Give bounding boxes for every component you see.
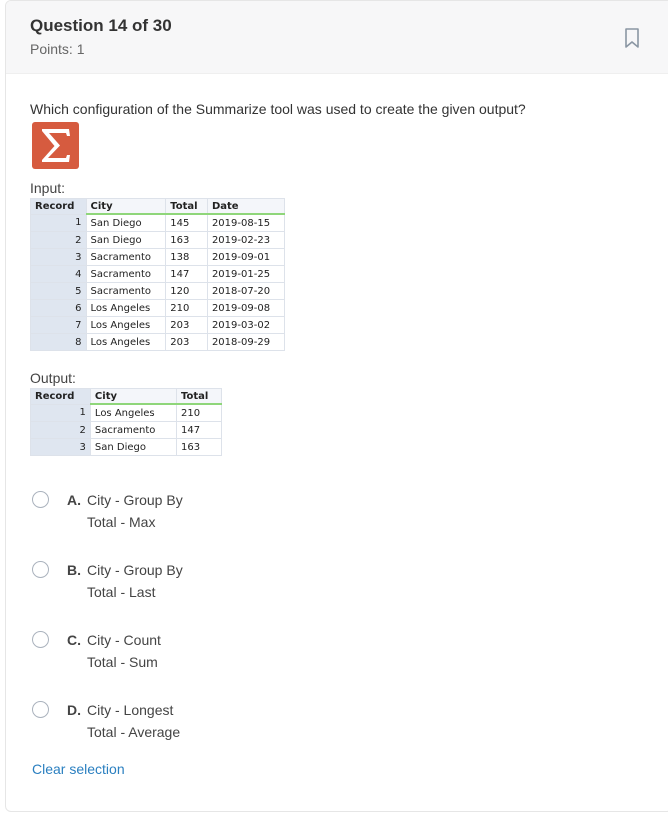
option-a[interactable] bbox=[32, 491, 332, 535]
output-table-cell: 210 bbox=[176, 404, 221, 422]
input-table-row bbox=[31, 266, 285, 283]
output-table-cell: 2 bbox=[31, 422, 91, 439]
input-table-cell: Los Angeles bbox=[86, 334, 166, 351]
question-header bbox=[6, 1, 668, 74]
output-table-row bbox=[31, 404, 222, 422]
input-table-row bbox=[31, 249, 285, 266]
clear-selection-link[interactable]: Clear selection bbox=[32, 761, 125, 777]
input-table-cell: Sacramento bbox=[86, 249, 166, 266]
output-table-cell: 3 bbox=[31, 439, 91, 456]
input-column-header: City bbox=[86, 199, 166, 215]
input-table-row bbox=[31, 214, 285, 232]
question-title: Question 14 of 30 bbox=[30, 16, 172, 35]
question-card bbox=[5, 0, 668, 812]
output-column-header: Total bbox=[176, 389, 221, 405]
input-table-cell: 2019-01-25 bbox=[207, 266, 284, 283]
option-d[interactable] bbox=[32, 701, 332, 745]
option-b[interactable] bbox=[32, 561, 332, 605]
option-d-text-line1: City - Longest bbox=[87, 702, 174, 718]
option-c-radio[interactable] bbox=[32, 631, 49, 648]
option-c-text-line2: Total - Sum bbox=[87, 654, 158, 670]
question-prompt: Which configuration of the Summarize tool was used to create the given output? bbox=[30, 101, 526, 117]
input-table-cell: 145 bbox=[166, 214, 208, 232]
output-column-header: City bbox=[90, 389, 176, 405]
option-a-text-line1: City - Group By bbox=[87, 492, 183, 508]
input-table-cell: Los Angeles bbox=[86, 300, 166, 317]
input-table-cell: 203 bbox=[166, 317, 208, 334]
input-table-cell: 3 bbox=[31, 249, 87, 266]
input-table-cell: 2019-08-15 bbox=[207, 214, 284, 232]
output-table-cell: 163 bbox=[176, 439, 221, 456]
output-table-row bbox=[31, 422, 222, 439]
option-c-text-line1: City - Count bbox=[87, 632, 161, 648]
input-table-cell: 7 bbox=[31, 317, 87, 334]
option-a-text-line2: Total - Max bbox=[87, 514, 156, 530]
input-column-header: Total bbox=[166, 199, 208, 215]
input-table-cell: 2019-09-08 bbox=[207, 300, 284, 317]
input-table-cell: 120 bbox=[166, 283, 208, 300]
question-points: Points: 1 bbox=[30, 41, 85, 57]
input-table-cell: 163 bbox=[166, 232, 208, 249]
input-table-cell: 5 bbox=[31, 283, 87, 300]
output-table-cell: Los Angeles bbox=[90, 404, 176, 422]
input-table-cell: 210 bbox=[166, 300, 208, 317]
option-b-text-line1: City - Group By bbox=[87, 562, 183, 578]
input-table-cell: Sacramento bbox=[86, 283, 166, 300]
option-d-letter: D. bbox=[67, 702, 81, 718]
input-table-cell: 147 bbox=[166, 266, 208, 283]
output-table-cell: San Diego bbox=[90, 439, 176, 456]
input-table-row bbox=[31, 317, 285, 334]
output-table-cell: 1 bbox=[31, 404, 91, 422]
input-table-cell: Los Angeles bbox=[86, 317, 166, 334]
option-d-text-line2: Total - Average bbox=[87, 724, 181, 740]
option-b-text-line2: Total - Last bbox=[87, 584, 156, 600]
input-table-cell: San Diego bbox=[86, 214, 166, 232]
input-table-cell: San Diego bbox=[86, 232, 166, 249]
input-table-cell: 2019-03-02 bbox=[207, 317, 284, 334]
option-a-radio[interactable] bbox=[32, 491, 49, 508]
input-column-header: Date bbox=[207, 199, 284, 215]
input-table-row bbox=[31, 283, 285, 300]
input-table-row bbox=[31, 232, 285, 249]
input-label: Input: bbox=[30, 180, 66, 196]
input-table-cell: 1 bbox=[31, 214, 87, 232]
summarize-sigma-icon bbox=[32, 122, 79, 169]
input-table-row bbox=[31, 334, 285, 351]
option-c-letter: C. bbox=[67, 632, 81, 648]
input-table-cell: Sacramento bbox=[86, 266, 166, 283]
option-d-radio[interactable] bbox=[32, 701, 49, 718]
input-table-cell: 138 bbox=[166, 249, 208, 266]
output-label: Output: bbox=[30, 370, 76, 386]
option-a-letter: A. bbox=[67, 492, 81, 508]
option-b-letter: B. bbox=[67, 562, 81, 578]
output-table-cell: 147 bbox=[176, 422, 221, 439]
option-b-radio[interactable] bbox=[32, 561, 49, 578]
input-table-cell: 2018-07-20 bbox=[207, 283, 284, 300]
input-table-cell: 6 bbox=[31, 300, 87, 317]
output-table-row bbox=[31, 439, 222, 456]
bookmark-icon[interactable] bbox=[623, 27, 641, 49]
input-table-cell: 2018-09-29 bbox=[207, 334, 284, 351]
output-column-header: Record bbox=[31, 389, 91, 405]
input-table-cell: 203 bbox=[166, 334, 208, 351]
output-table-cell: Sacramento bbox=[90, 422, 176, 439]
input-column-header: Record bbox=[31, 199, 87, 215]
input-table-cell: 4 bbox=[31, 266, 87, 283]
input-table-cell: 2 bbox=[31, 232, 87, 249]
input-table-cell: 2019-09-01 bbox=[207, 249, 284, 266]
input-table-cell: 2019-02-23 bbox=[207, 232, 284, 249]
input-table-cell: 8 bbox=[31, 334, 87, 351]
option-c[interactable] bbox=[32, 631, 332, 675]
output-table bbox=[30, 388, 222, 456]
input-table-row bbox=[31, 300, 285, 317]
input-table bbox=[30, 198, 285, 351]
